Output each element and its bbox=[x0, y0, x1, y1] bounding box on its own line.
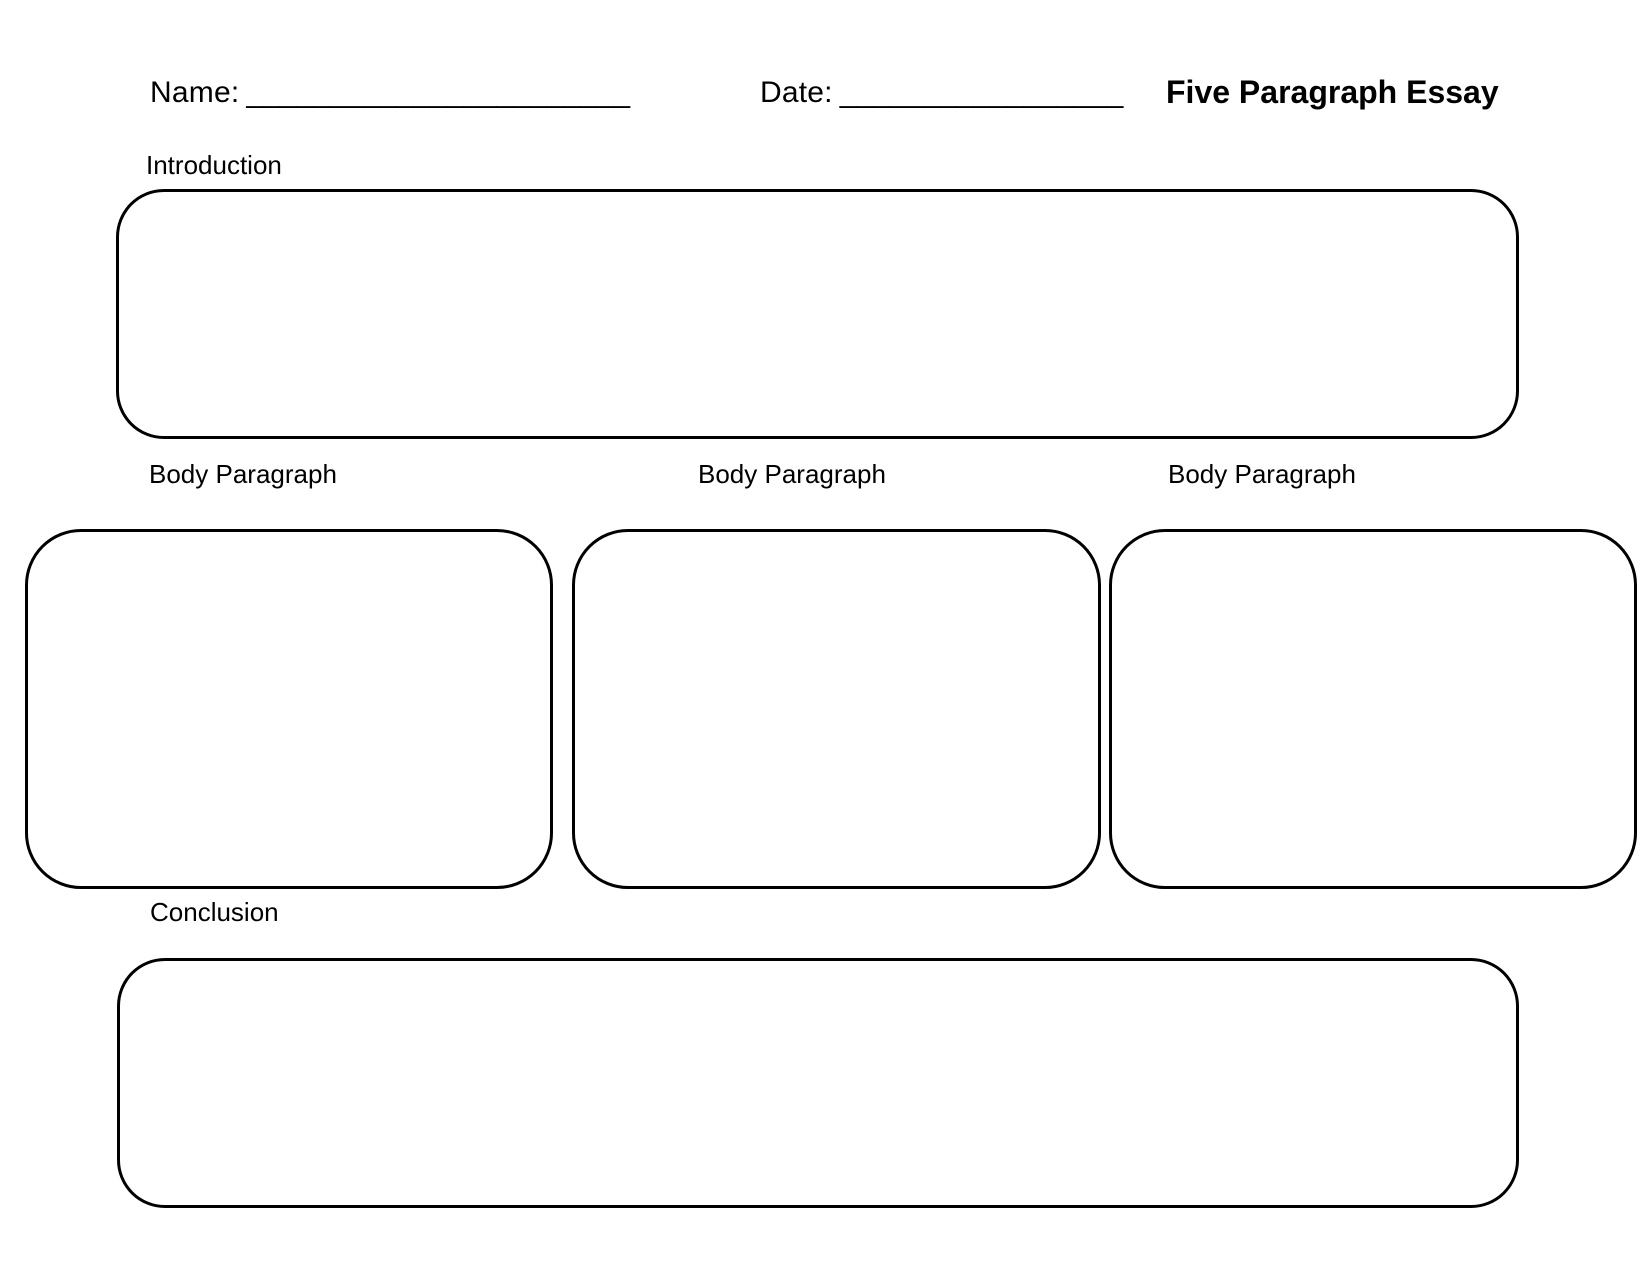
body-paragraph-3-label: Body Paragraph bbox=[1168, 459, 1356, 489]
body-paragraph-3-writing-box[interactable] bbox=[1109, 529, 1637, 889]
name-label: Name: bbox=[150, 76, 240, 109]
introduction-label: Introduction bbox=[146, 150, 282, 180]
date-label: Date: bbox=[760, 76, 833, 109]
name-blank-line[interactable]: _______________________ bbox=[246, 76, 631, 109]
body-paragraph-1-label: Body Paragraph bbox=[149, 459, 337, 489]
body-paragraph-1-writing-box[interactable] bbox=[25, 529, 553, 889]
page-title: Five Paragraph Essay bbox=[1166, 74, 1499, 110]
body-paragraph-2-label: Body Paragraph bbox=[698, 459, 886, 489]
name-field bbox=[150, 76, 630, 110]
conclusion-writing-box[interactable] bbox=[117, 958, 1519, 1208]
conclusion-label: Conclusion bbox=[150, 897, 279, 927]
date-field bbox=[760, 76, 1123, 110]
introduction-writing-box[interactable] bbox=[116, 189, 1519, 439]
body-paragraph-2-writing-box[interactable] bbox=[572, 529, 1101, 889]
date-blank-line[interactable]: _________________ bbox=[839, 76, 1124, 109]
